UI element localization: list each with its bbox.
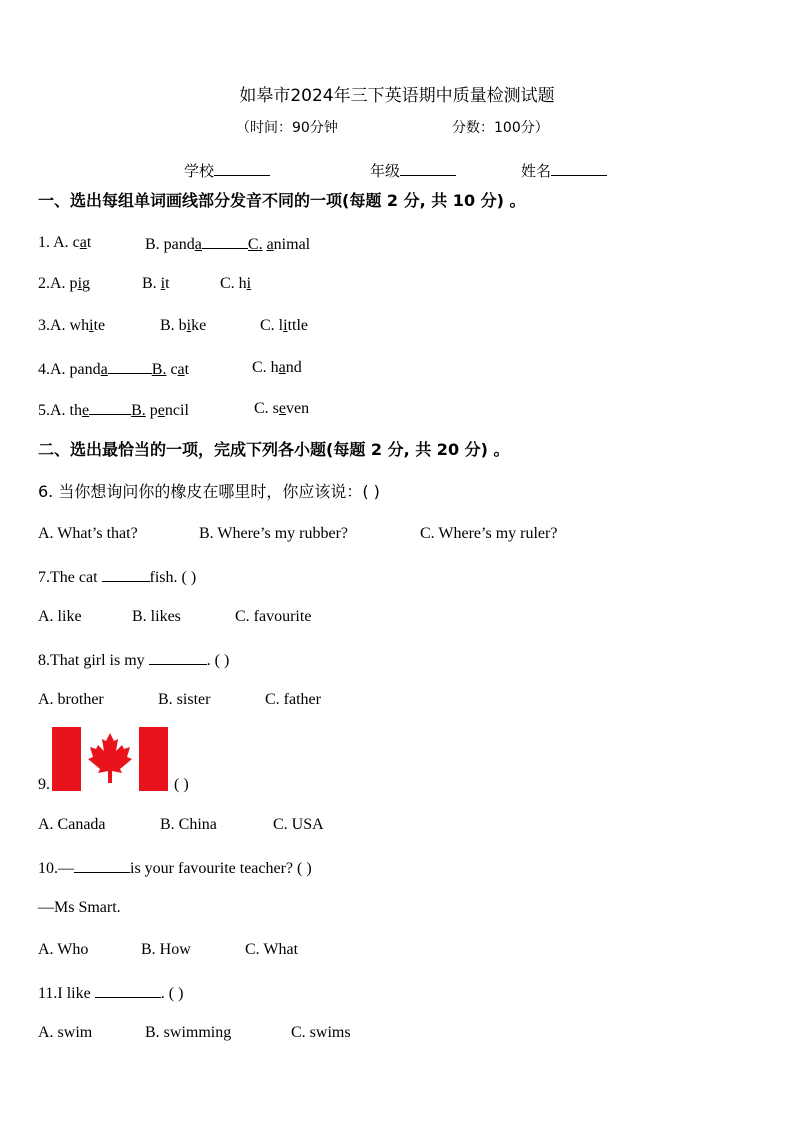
q11-blank[interactable] (95, 982, 161, 998)
q1-option-b[interactable]: B. panda C. animal (145, 233, 310, 255)
q7-option-c[interactable]: C. favourite (235, 608, 312, 625)
name-blank[interactable] (551, 160, 607, 176)
q8-option-a[interactable]: A. brother (38, 691, 104, 708)
q9-option-a[interactable]: A. Canada (38, 816, 106, 833)
q7-option-a[interactable]: A. like (38, 608, 82, 625)
q10-reply: —Ms Smart. (38, 899, 121, 916)
q3-option-c[interactable]: C. little (260, 317, 309, 334)
q8-stem: 8.That girl is my . ( ) (38, 649, 229, 671)
q9-option-c[interactable]: C. USA (273, 816, 324, 833)
q11-option-a[interactable]: A. swim (38, 1024, 93, 1041)
q11-option-c[interactable]: C. swims (291, 1024, 351, 1041)
q1-option-a[interactable]: 1. A. cat (38, 234, 92, 251)
section-1-heading: 一、选出每组单词画线部分发音不同的一项(每题 2 分, 共 10 分) 。 (38, 191, 526, 210)
q10-option-a[interactable]: A. Who (38, 941, 89, 958)
q6-option-a[interactable]: A. What’s that? (38, 525, 138, 542)
name-label: 姓名 (521, 162, 552, 180)
q4-option-c[interactable]: C. hand (252, 359, 302, 376)
score-info: 分数：100分） (452, 120, 549, 136)
q5-option-c[interactable]: C. seven (254, 400, 310, 417)
q10-option-c[interactable]: C. What (245, 941, 299, 958)
q3-option-b[interactable]: B. bike (160, 317, 207, 334)
school-blank[interactable] (214, 160, 270, 176)
time-info: （时间：90分钟 (236, 120, 338, 136)
q2-option-c[interactable]: C. hi (220, 275, 252, 292)
q8-option-b[interactable]: B. sister (158, 691, 211, 708)
q7-blank[interactable] (102, 566, 150, 582)
grade-label: 年级 (370, 162, 401, 180)
q6-option-b[interactable]: B. Where’s my rubber? (199, 525, 348, 542)
q6-option-c[interactable]: C. Where’s my ruler? (420, 525, 558, 542)
q7-option-b[interactable]: B. likes (132, 608, 181, 625)
q9-paren[interactable]: ( ) (174, 776, 189, 793)
q11-option-b[interactable]: B. swimming (145, 1024, 232, 1041)
q9-option-b[interactable]: B. China (160, 816, 217, 833)
q9-number: 9. (38, 776, 50, 793)
section-2-heading: 二、选出最恰当的一项，完成下列各小题(每题 2 分, 共 20 分) 。 (38, 440, 510, 459)
q6-stem: 6. 当你想询问你的橡皮在哪里时，你应该说：( ) (38, 482, 380, 501)
school-field[interactable] (184, 160, 270, 181)
page-title: 如皋市2024年三下英语期中质量检测试题 (239, 86, 555, 106)
q10-stem: 10.— is your favourite teacher? ( ) (38, 857, 312, 879)
q4-option-a-b[interactable]: 4.A. panda B. cat (38, 358, 189, 380)
q10-blank[interactable] (74, 857, 130, 873)
q2-option-b[interactable]: B. it (142, 275, 170, 292)
q2-option-a[interactable]: 2.A. pig (38, 275, 91, 292)
q8-option-c[interactable]: C. father (265, 691, 321, 708)
grade-blank[interactable] (400, 160, 456, 176)
grade-field[interactable] (370, 160, 456, 181)
q5-option-a-b[interactable]: 5.A. the B. pencil (38, 399, 189, 421)
school-label: 学校 (184, 162, 215, 180)
q8-blank[interactable] (149, 649, 207, 665)
q7-stem: 7.The cat fish. ( ) (38, 566, 196, 588)
canada-flag-image (52, 727, 168, 791)
name-field[interactable] (521, 160, 607, 181)
q11-stem: 11.I like . ( ) (38, 982, 183, 1004)
q10-option-b[interactable]: B. How (141, 941, 191, 958)
q3-option-a[interactable]: 3.A. white (38, 317, 106, 334)
